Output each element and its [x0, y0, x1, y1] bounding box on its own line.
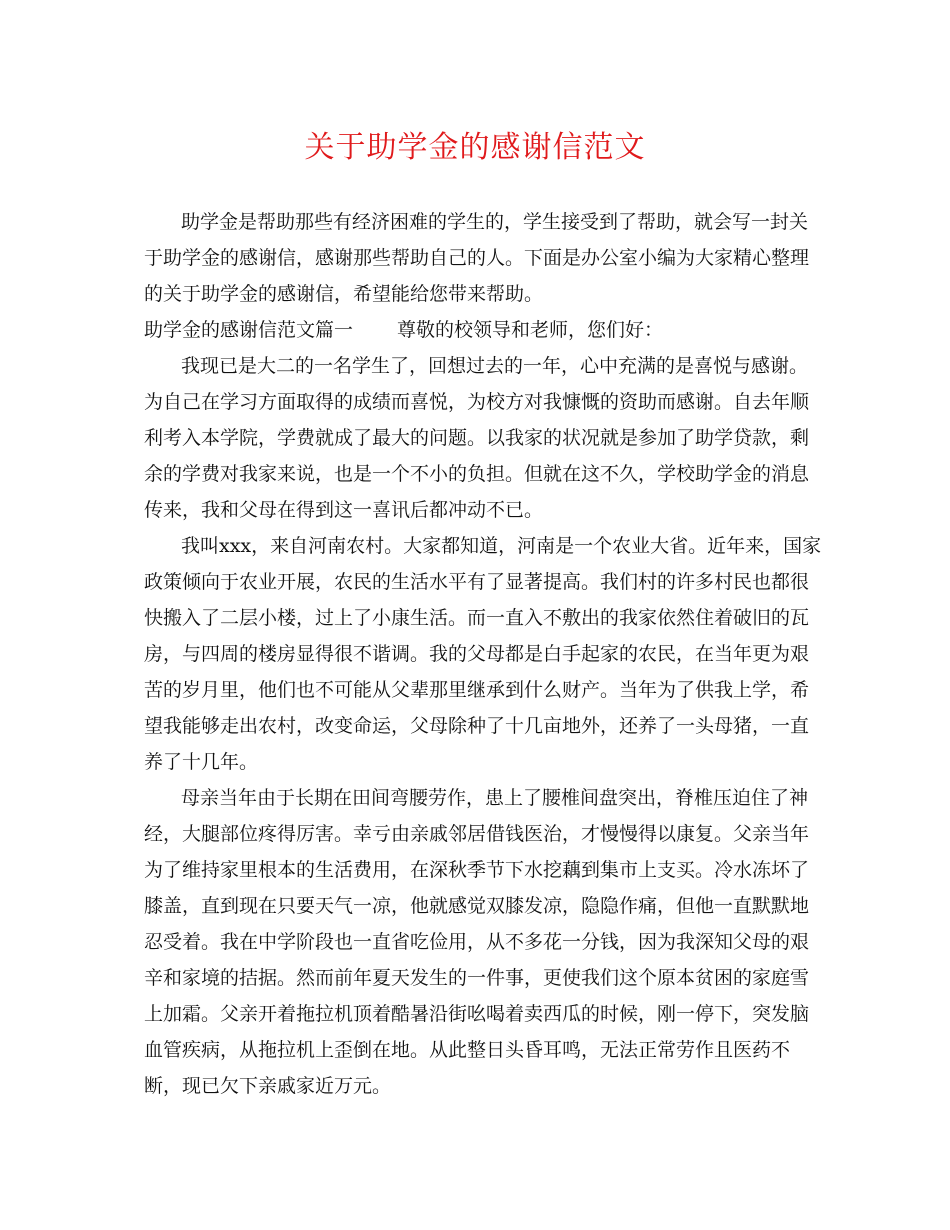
- text-line: 我叫xxx，来自河南农村。大家都知道，河南是一个农业大省。近年来，国家: [181, 535, 822, 557]
- section-heading: 助学金的感谢信范文篇一: [144, 319, 354, 341]
- text-line: 快搬入了二层小楼，过上了小康生活。而一直入不敷出的我家依然住着破旧的瓦: [144, 607, 810, 629]
- text-line: 助学金是帮助那些有经济困难的学生的，学生接受到了帮助，就会写一封关: [181, 211, 809, 233]
- text-line: 养了十几年。: [144, 751, 259, 773]
- text-line: 利考入本学院，学费就成了最大的问题。以我家的状况就是参加了助学贷款，剩: [144, 427, 810, 449]
- document-title: 关于助学金的感谢信范文: [304, 130, 646, 165]
- section-heading-line: [144, 312, 804, 348]
- text-line: 血管疾病，从拖拉机上歪倒在地。从此整日头昏耳鸣，无法正常劳作且医药不: [144, 1039, 791, 1061]
- text-line: 忍受着。我在中学阶段也一直省吃俭用，从不多花一分钱，因为我深知父母的艰: [144, 931, 810, 953]
- text-line: 我现已是大二的一名学生了，回想过去的一年，心中充满的是喜悦与感谢。: [181, 355, 809, 377]
- text-line: 辛和家境的拮据。然而前年夏天发生的一件事，更使我们这个原本贫困的家庭雪: [144, 967, 810, 989]
- text-line: 上加霜。父亲开着拖拉机顶着酷暑沿街吆喝着卖西瓜的时候，刚一停下，突发脑: [144, 1003, 810, 1025]
- text-line: 房，与四周的楼房显得很不谐调。我的父母都是白手起家的农民，在当年更为艰: [144, 643, 810, 665]
- text-line: 于助学金的感谢信，感谢那些帮助自己的人。下面是办公室小编为大家精心整理: [144, 247, 810, 269]
- text-line: 余的学费对我家来说，也是一个不小的负担。但就在这不久，学校助学金的消息: [144, 463, 810, 485]
- text-line: 的关于助学金的感谢信，希望能给您带来帮助。: [144, 283, 544, 305]
- text-line: 膝盖，直到现在只要天气一凉，他就感觉双膝发凉，隐隐作痛，但他一直默默地: [144, 895, 810, 917]
- text-line: 断，现已欠下亲戚家近万元。: [144, 1075, 392, 1097]
- text-line: 苦的岁月里，他们也不可能从父辈那里继承到什么财产。当年为了供我上学，希: [144, 679, 810, 701]
- text-line: 望我能够走出农村，改变命运，父母除种了十几亩地外，还养了一头母猪，一直: [144, 715, 810, 737]
- document-body: [144, 204, 822, 1104]
- text-line: 母亲当年由于长期在田间弯腰劳作，患上了腰椎间盘突出，脊椎压迫住了神: [181, 787, 809, 809]
- text-line: 为了维持家里根本的生活费用，在深秋季节下水挖藕到集市上支买。冷水冻坏了: [144, 859, 810, 881]
- text-line: 传来，我和父母在得到这一喜讯后都冲动不已。: [144, 499, 544, 521]
- salutation: 尊敬的校领导和老师，您们好：: [397, 319, 664, 341]
- text-line: 经，大腿部位疼得厉害。幸亏由亲戚邻居借钱医治，才慢慢得以康复。父亲当年: [144, 823, 810, 845]
- text-line: 为自己在学习方面取得的成绩而喜悦，为校方对我慷慨的资助而感谢。自去年顺: [144, 391, 810, 413]
- text-line: 政策倾向于农业开展，农民的生活水平有了显著提高。我们村的许多村民也都很: [144, 571, 810, 593]
